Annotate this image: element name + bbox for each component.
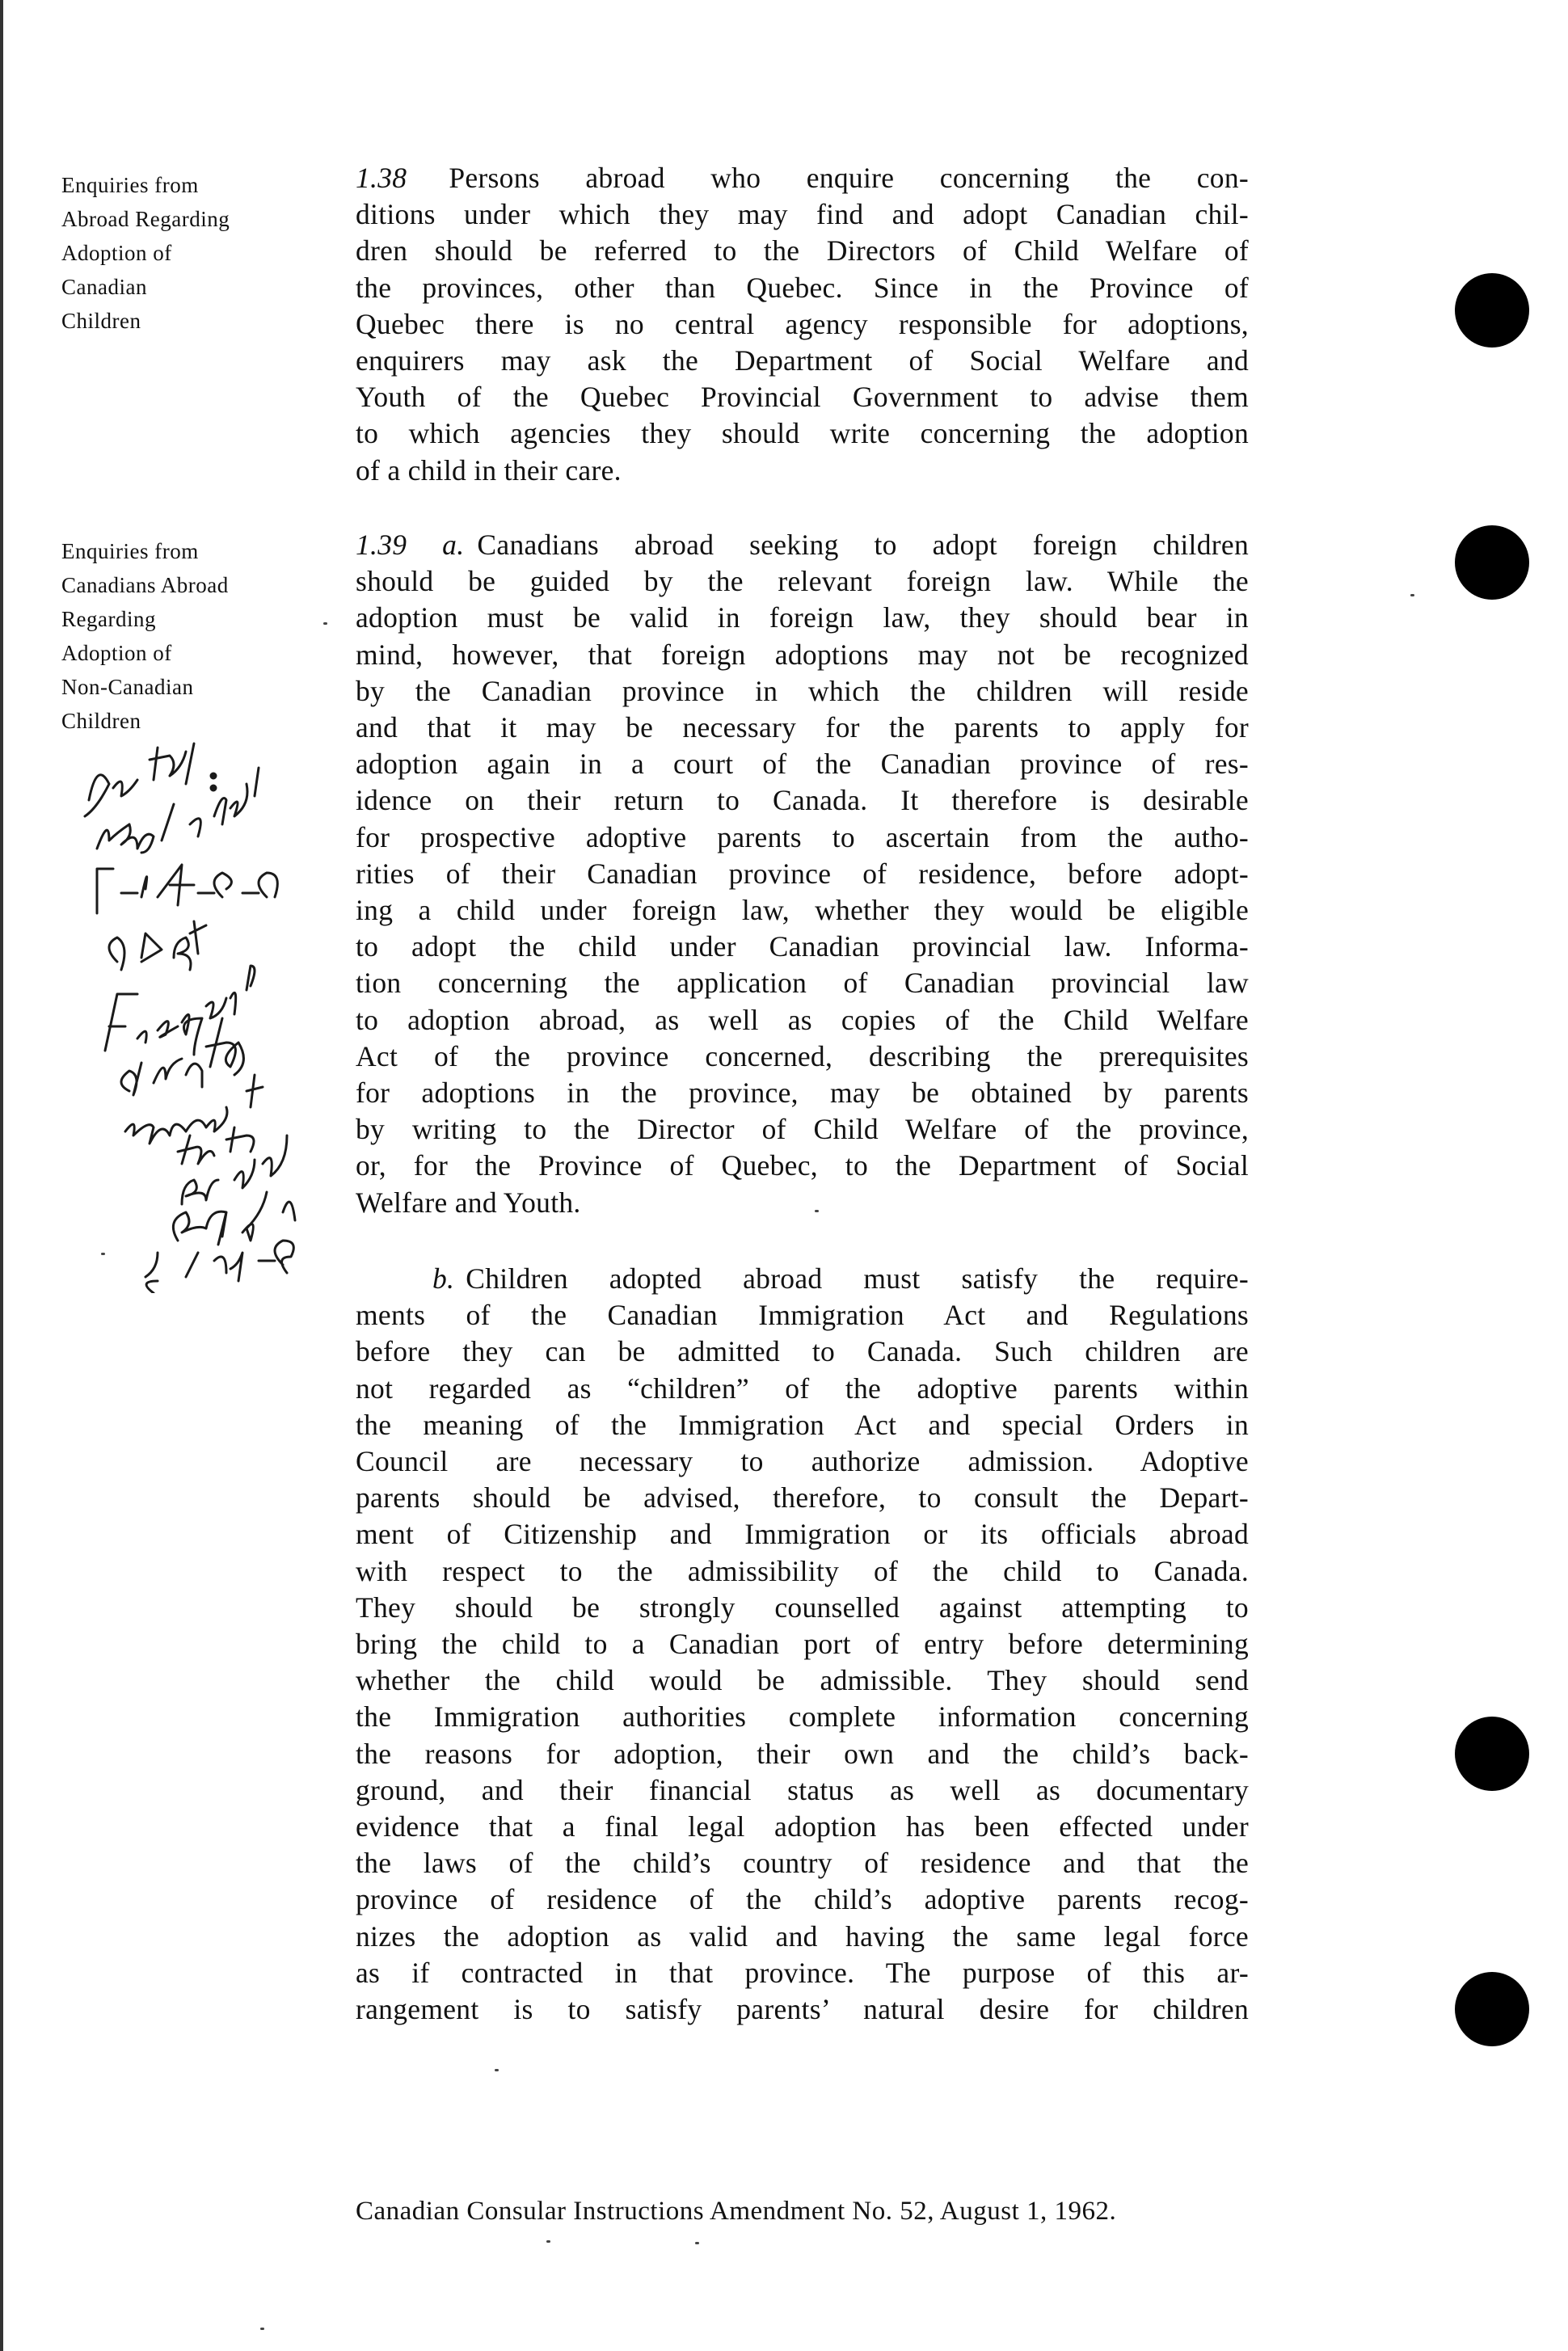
margin-note-enquiries-canadians-abroad [61,534,328,738]
paragraph-line: adoption again in a court of the Canadian province of res- [356,748,1249,781]
paragraph-line: enquirers may ask the Department of Social Welfare and [356,344,1249,377]
paragraph-1-38 [356,160,1249,489]
margin-note-line: Enquiries from [61,539,199,563]
speck [815,1210,819,1212]
paragraph-line: parents should be advised, therefore, to consult the Depart- [356,1481,1249,1515]
speck [495,2069,499,2071]
paragraph-line: ment of Citizenship and Immigration or its officials abroad [356,1518,1249,1551]
paragraph-line: the reasons for adoption, their own and the child’s back- [356,1737,1249,1770]
paragraph-line: bring the child to a Canadian port of entry before determining [356,1628,1249,1661]
page-edge [0,0,3,2351]
paragraph-line: should be guided by the relevant foreign law. While the [356,565,1249,598]
paragraph-line: mind, however, that foreign adoptions may not be recognized [356,638,1249,671]
document-footer: Canadian Consular Instructions Amendment No. 52, August 1, 1962. [356,2197,1117,2226]
paragraph-line: Canadians abroad seeking to adopt foreign children [477,529,1249,561]
paragraph-line: Persons abroad who enquire concerning the con- [449,162,1249,194]
margin-note-line: Enquiries from [61,173,199,197]
paragraph-number: b. [432,1262,455,1295]
paragraph-line: to which agencies they should write concerning the adoption [356,417,1249,450]
margin-note-line: Regarding [61,607,156,631]
paragraph-line: rities of their Canadian province of residence, before adopt- [356,857,1249,890]
paragraph-line: ments of the Canadian Immigration Act and Regulations [356,1299,1249,1332]
paragraph-line: nizes the adoption as valid and having the same legal force [356,1919,1249,1953]
paragraph-line: for prospective adoptive parents to ascertain from the autho- [356,820,1249,853]
paragraph-line: rangement is to satisfy parents’ natural desire for children [356,1993,1249,2026]
paragraph-line: Youth of the Quebec Provincial Government to advise them [356,381,1249,414]
speck [546,2240,550,2243]
paragraph-1-39-b [356,1261,1249,2028]
margin-note-line: Adoption of [61,241,172,265]
speck [323,622,327,625]
paragraph-line: the Immigration authorities complete information concerning [356,1700,1249,1734]
paragraph-line: whether the child would be admissible. They should send [356,1664,1249,1697]
margin-note-enquiries-abroad [61,168,328,338]
paragraph-line: province of residence of the child’s adoptive parents recog- [356,1883,1249,1916]
paragraph-line: before they can be admitted to Canada. Such children are [356,1335,1249,1368]
paragraph-line: idence on their return to Canada. It therefore is desirable [356,784,1249,817]
margin-note-line: Abroad Regarding [61,207,230,231]
paragraph-line: with respect to the admissibility of the child to Canada. [356,1554,1249,1587]
paragraph-line: Children adopted abroad must satisfy the require- [466,1262,1249,1295]
paragraph-line: by the Canadian province in which the children will reside [356,674,1249,707]
binder-hole [1455,1972,1529,2046]
paragraph-line: or, for the Province of Quebec, to the Department of Social [356,1149,1249,1182]
margin-note-line: Children [61,709,141,733]
paragraph-line: by writing to the Director of Child Welfare of the province, [356,1113,1249,1146]
paragraph-line: ground, and their financial status as well as documentary [356,1773,1249,1806]
paragraph-line: tion concerning the application of Canadian provincial law [356,967,1249,1000]
paragraph-line: and that it may be necessary for the parents to apply for [356,711,1249,744]
paragraph-line: evidence that a final legal adoption has been effected under [356,1810,1249,1843]
margin-note-line: Adoption of [61,641,172,665]
paragraph-line: ing a child under foreign law, whether they would be eligible [356,894,1249,927]
speck [1410,594,1414,596]
paragraph-line: as if contracted in that province. The purpose of this ar- [356,1956,1249,1989]
handwritten-note [48,727,356,1293]
paragraph-line: Quebec there is no central agency responsible for adoptions, [356,307,1249,340]
paragraph-line: Council are necessary to authorize admission. Adoptive [356,1445,1249,1478]
binder-hole [1455,525,1529,600]
paragraph-number: 1.38 [356,162,407,194]
paragraph-line: to adoption abroad, as well as copies of the Child Welfare [356,1003,1249,1036]
paragraph-line: not regarded as “children” of the adoptive parents within [356,1371,1249,1405]
paragraph-line: adoption must be valid in foreign law, they should bear in [356,601,1249,634]
paragraph-line: the meaning of the Immigration Act and special Orders in [356,1408,1249,1441]
paragraph-line: Welfare and Youth. [356,1186,581,1219]
speck [260,2328,264,2330]
paragraph-line: of a child in their care. [356,453,622,487]
paragraph-line: ditions under which they may find and adopt Canadian chil- [356,198,1249,231]
binder-hole [1455,273,1529,348]
margin-note-line: Canadian [61,275,147,299]
paragraph-1-39-a [356,527,1249,1221]
paragraph-line: the provinces, other than Quebec. Since in the Province of [356,271,1249,304]
speck [101,1253,105,1255]
paragraph-line: They should be strongly counselled against attempting to [356,1591,1249,1624]
paragraph-number: 1.39 a. [356,529,465,561]
margin-note-line: Canadians Abroad [61,573,229,597]
paragraph-line: for adoptions in the province, may be obtained by parents [356,1076,1249,1110]
margin-note-line: Children [61,309,141,333]
binder-hole [1455,1717,1529,1791]
paragraph-line: dren should be referred to the Directors of Child Welfare of [356,234,1249,268]
margin-note-line: Non-Canadian [61,675,194,699]
paragraph-line: the laws of the child’s country of residence and that the [356,1847,1249,1880]
paragraph-line: Act of the province concerned, describing the prerequisites [356,1039,1249,1072]
speck [695,2242,699,2244]
paragraph-line: to adopt the child under Canadian provincial law. Informa- [356,930,1249,963]
